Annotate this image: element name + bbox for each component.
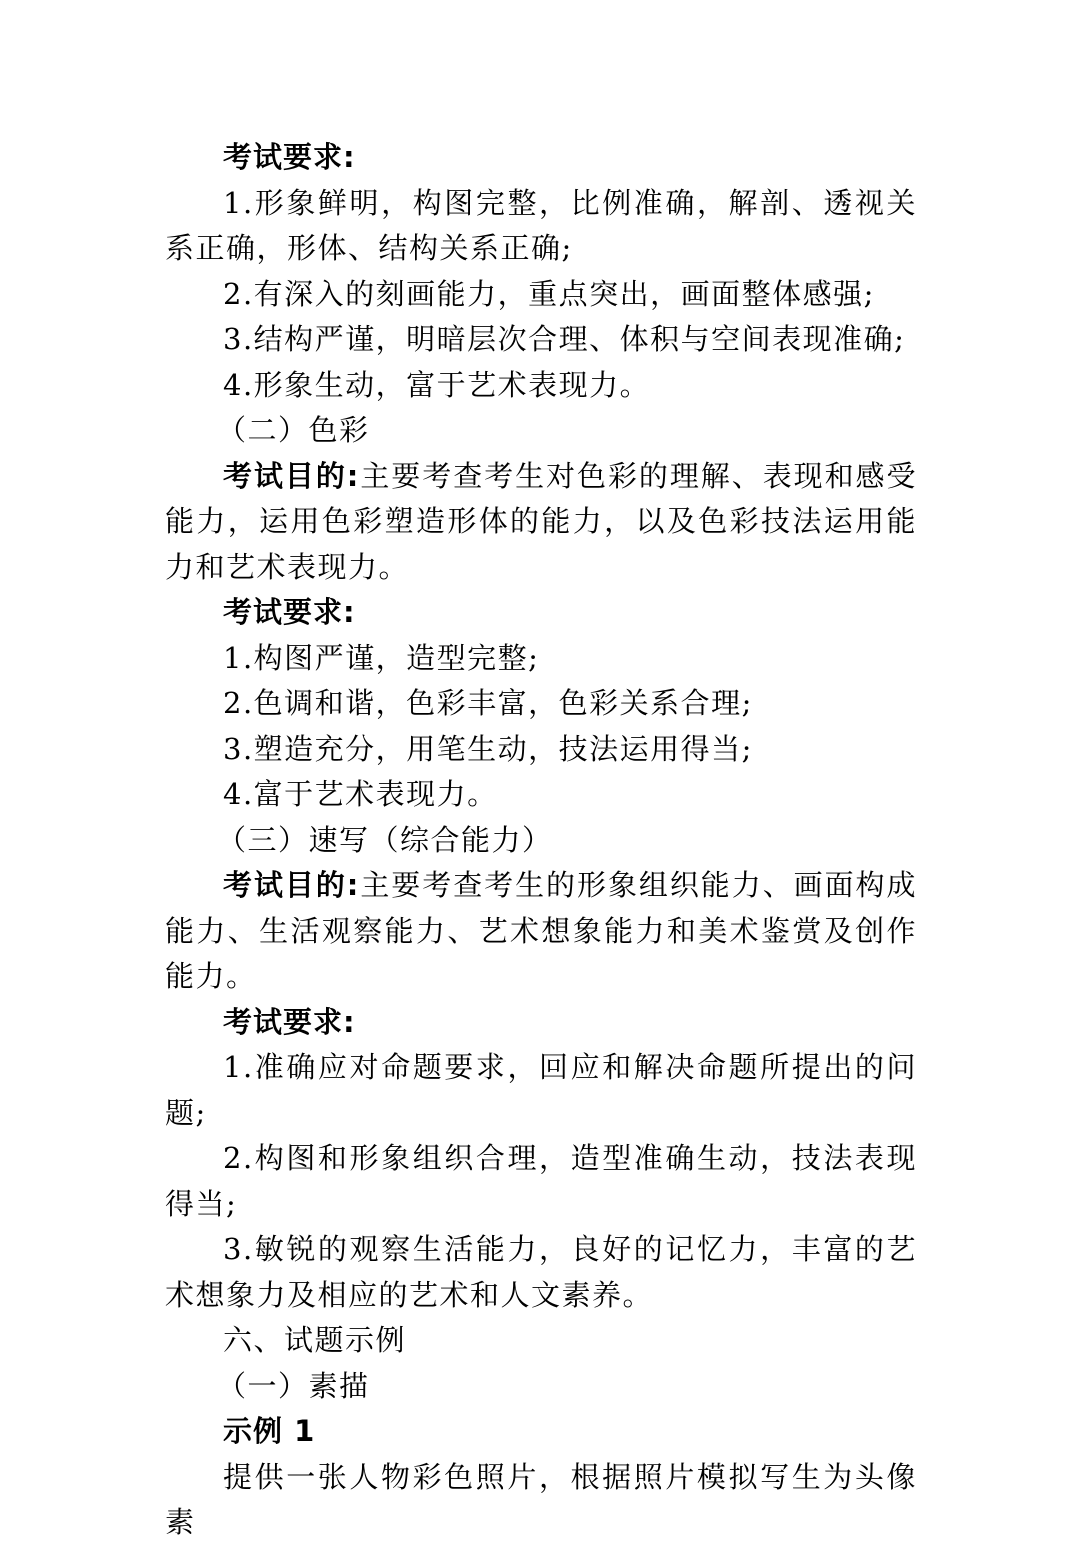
requirement-item: 4.富于艺术表现力。 — [223, 777, 498, 811]
requirement-item: 1.形象鲜明，构图完整，比例准确，解剖、透视关系正确，形体、结构关系正确; — [165, 185, 917, 265]
document-body — [165, 135, 917, 1546]
exam-purpose-label: 考试目的: — [223, 458, 360, 493]
exam-purpose-text: 主要考查考生对色彩的理解、表现和感受能力，运用色彩塑造形体的能力，以及色彩技法运用能力和艺术表现力。 — [165, 458, 917, 584]
exam-requirements-heading: 考试要求: — [223, 140, 356, 174]
exam-purpose-text: 主要考查考生的形象组织能力、画面构成能力、生活观察能力、艺术想象能力和美术鉴赏及创作能力。 — [165, 868, 917, 993]
requirement-item: 1.构图严谨，造型完整; — [223, 640, 540, 675]
subsection-title-color: （二）色彩 — [217, 413, 370, 447]
requirement-item: 1.准确应对命题要求，回应和解决命题所提出的问题; — [165, 1050, 917, 1130]
requirement-item: 3.塑造充分，用笔生动，技法运用得当; — [223, 731, 753, 766]
requirement-item: 3.结构严谨，明暗层次合理、体积与空间表现准确; — [223, 322, 906, 356]
exam-requirements-heading: 考试要求: — [223, 1004, 356, 1039]
example-text: 提供一张人物彩色照片，根据照片模拟写生为头像素 — [165, 1459, 917, 1539]
exam-purpose-paragraph — [165, 863, 917, 1000]
requirement-item: 4.形象生动，富于艺术表现力。 — [223, 367, 651, 402]
exam-purpose-paragraph — [165, 454, 917, 591]
requirement-item: 2.构图和形象组织合理，造型准确生动，技法表现得当; — [165, 1141, 917, 1221]
example-heading: 示例 1 — [223, 1414, 316, 1448]
requirement-item: 2.色调和谐，色彩丰富，色彩关系合理; — [223, 686, 753, 720]
subsection-title-drawing: （一）素描 — [217, 1368, 370, 1403]
subsection-title-sketch: （三）速写（综合能力） — [217, 822, 553, 857]
exam-purpose-label: 考试目的: — [223, 868, 360, 902]
requirement-item: 2.有深入的刻画能力，重点突出，画面整体感强; — [223, 276, 875, 311]
requirement-item: 3.敏锐的观察生活能力，良好的记忆力，丰富的艺术想象力及相应的艺术和人文素养。 — [165, 1232, 917, 1312]
section-title-examples: 六、试题示例 — [223, 1323, 407, 1357]
exam-requirements-heading: 考试要求: — [223, 595, 356, 629]
